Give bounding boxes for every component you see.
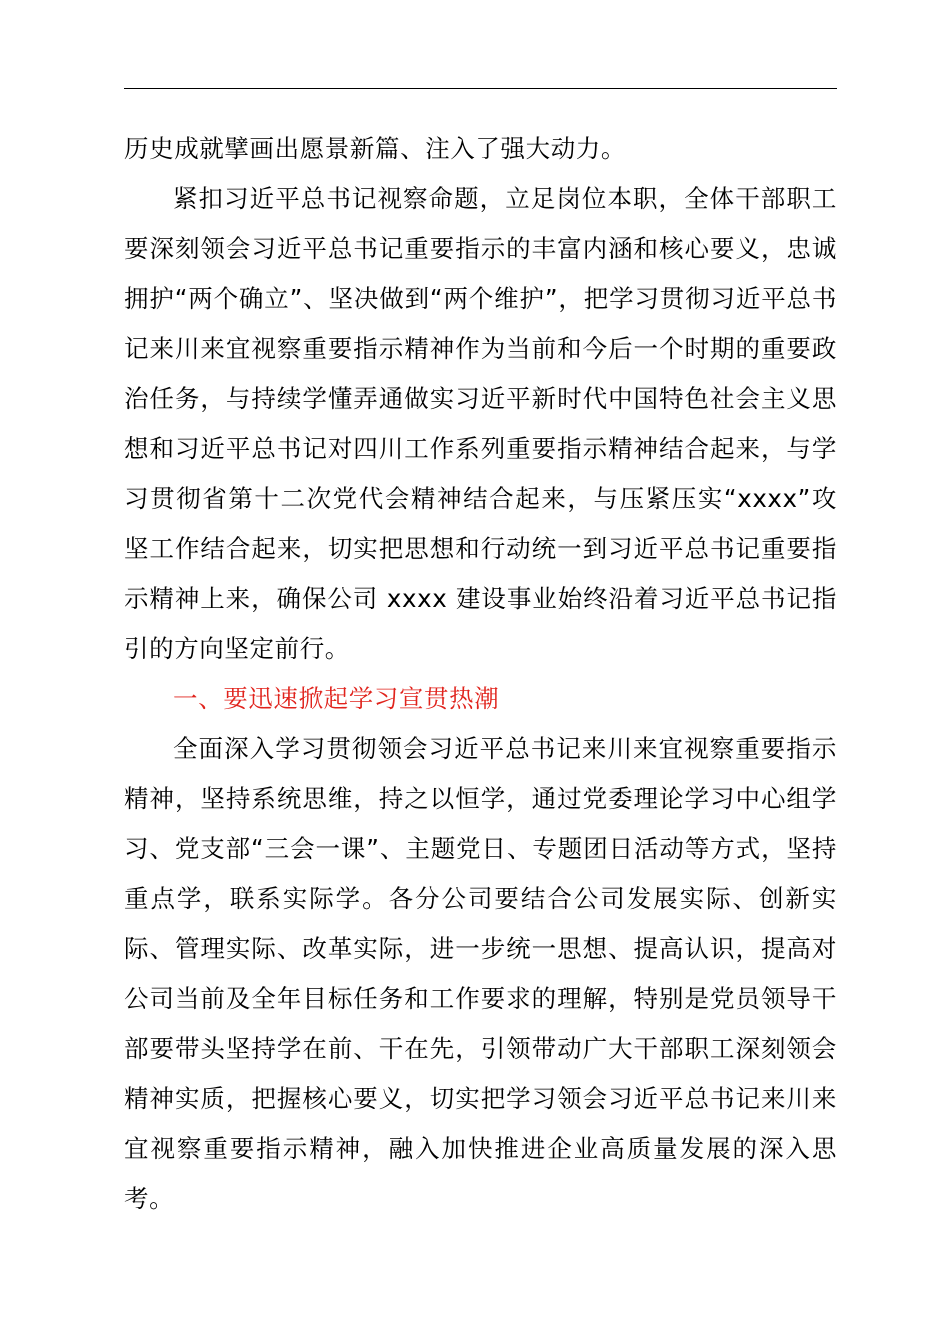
header-rule xyxy=(124,88,837,89)
paragraph-section-1: 全面深入学习贯彻领会习近平总书记来川来宜视察重要指示精神，坚持系统思维，持之以恒学，通过党委理论学习中心组学习、党支部“三会一课”、主题党日、专题团日活动等方式，坚持重点学，联系实际学。各分公司要结合公司发展实际、创新实际、管理实际、改革实际，进一步统一思想、提高认识，提高对公司当前及全年目标任务和工作要求的理解，特别是党员领导干部要带头坚持学在前、干在先，引领带动广大干部职工深刻领会精神实质，把握核心要义，切实把学习领会习近平总书记来川来宜视察重要指示精神，融入加快推进企业高质量发展的深入思考。 xyxy=(124,734,837,1213)
paragraph-intro: 紧扣习近平总书记视察命题，立足岗位本职，全体干部职工要深刻领会习近平总书记重要指示的丰富内涵和核心要义，忠诚拥护“两个确立”、坚决做到“两个维护”，把学习贯彻习近平总书记来川来宜视察重要指示精神作为当前和今后一个时期的重要政治任务，与持续学懂弄通做实习近平新时代中国特色社会主义思想和习近平总书记对四川工作系列重要指示精神结合起来，与学习贯彻省第十二次党代会精神结合起来，与压紧压实“xxxx”攻坚工作结合起来，切实把思想和行动统一到习近平总书记重要指示精神上来，确保公司 xxxx 建设事业始终沿着习近平总书记指引的方向坚定前行。 xyxy=(124,184,837,663)
paragraph-continuation: 历史成就擘画出愿景新篇、注入了强大动力。 xyxy=(124,134,626,163)
section-heading-1: 一、要迅速掀起学习宣贯热潮 xyxy=(173,684,500,713)
document-body xyxy=(124,124,837,1224)
